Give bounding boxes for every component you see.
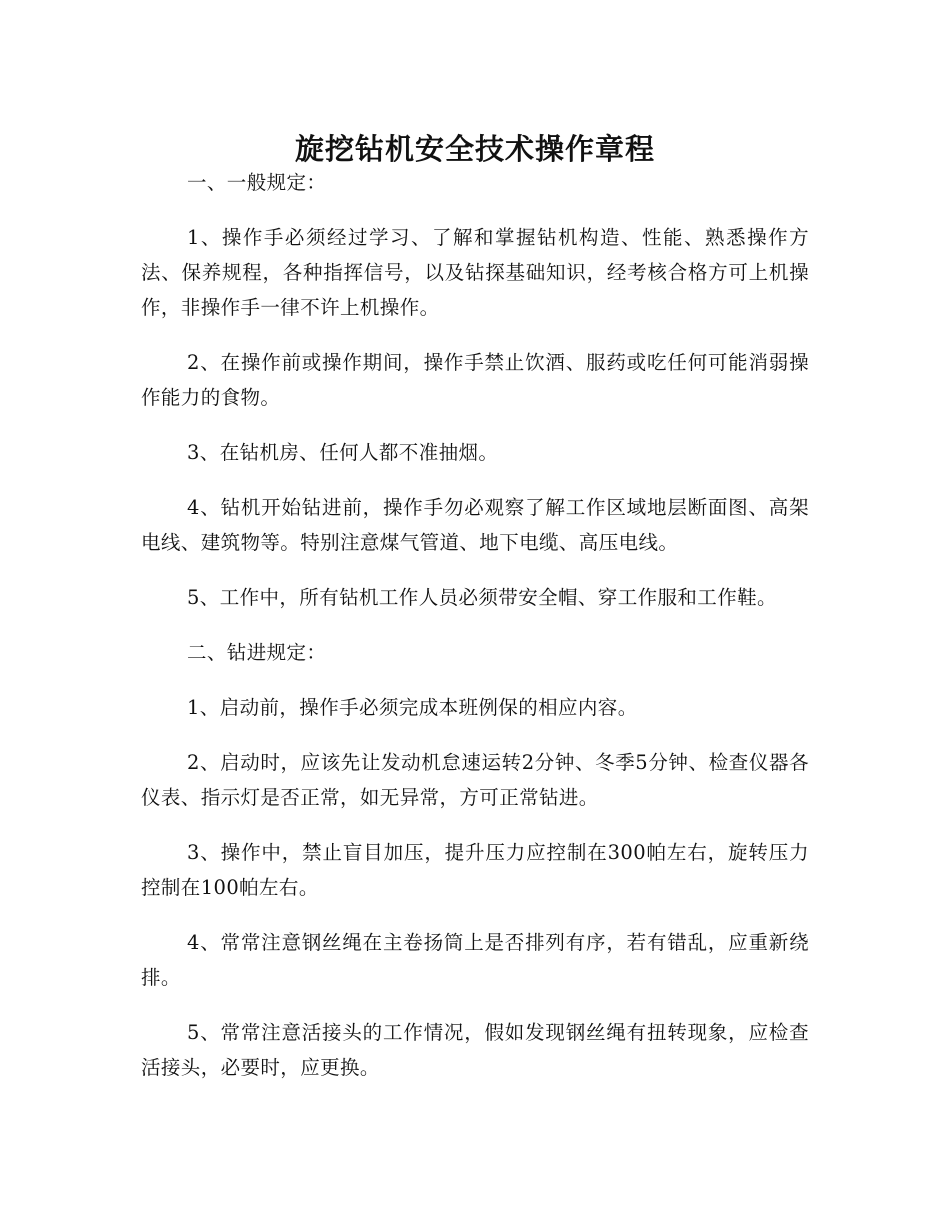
paragraph: 4、常常注意钢丝绳在主卷扬筒上是否排列有序，若有错乱，应重新绕排。	[141, 931, 809, 989]
paragraph: 3、在钻机房、任何人都不准抽烟。	[187, 441, 499, 464]
paragraph: 2、在操作前或操作期间，操作手禁止饮酒、服药或吃任何可能消弱操作能力的食物。	[141, 351, 809, 409]
section-heading-general: 一、一般规定：	[187, 171, 327, 194]
paragraph: 1、启动前，操作手必须完成本班例保的相应内容。	[187, 696, 638, 719]
paragraph: 4、钻机开始钻进前，操作手勿必观察了解工作区域地层断面图、高架电线、建筑物等。特别注意煤气管道、地下电缆、高压电线。	[141, 496, 809, 554]
section-heading-drilling: 二、钻进规定：	[187, 641, 327, 664]
paragraph: 5、工作中，所有钻机工作人员必须带安全帽、穿工作服和工作鞋。	[187, 586, 777, 609]
document-title: 旋挖钻机安全技术操作章程	[294, 132, 655, 167]
paragraph: 3、操作中，禁止盲目加压，提升压力应控制在300帕左右，旋转压力控制在100帕左右。	[141, 841, 809, 899]
document-body	[141, 165, 809, 1105]
paragraph: 5、常常注意活接头的工作情况，假如发现钢丝绳有扭转现象，应检查活接头，必要时，应更换。	[141, 1021, 809, 1079]
paragraph: 1、操作手必须经过学习、了解和掌握钻机构造、性能、熟悉操作方法、保养规程，各种指挥信号，以及钻探基础知识，经考核合格方可上机操作，非操作手一律不许上机操作。	[141, 226, 809, 319]
paragraph: 2、启动时，应该先让发动机怠速运转2分钟、冬季5分钟、检查仪器各仪表、指示灯是否正常，如无异常，方可正常钻进。	[141, 751, 809, 809]
